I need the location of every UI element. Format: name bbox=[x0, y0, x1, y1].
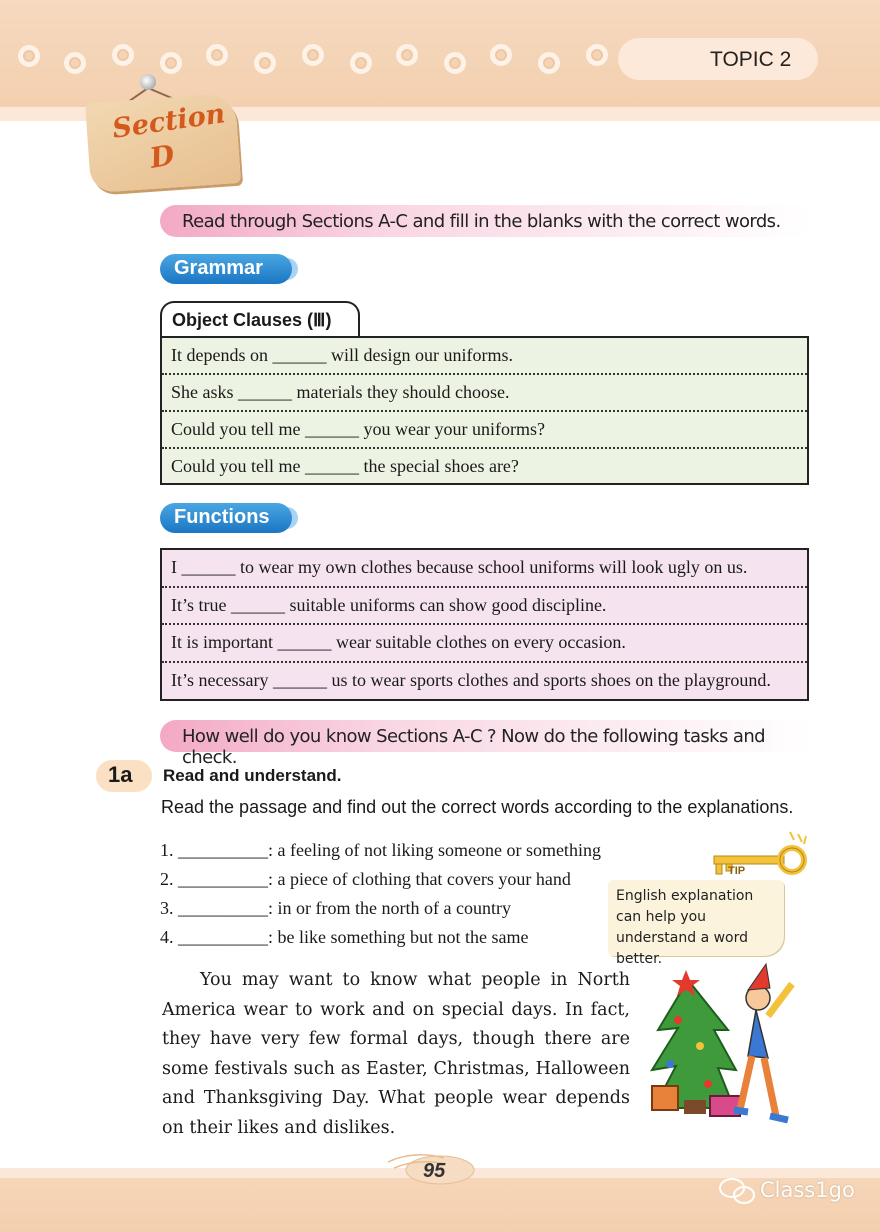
watermark: Class1go bbox=[760, 1178, 855, 1202]
task-heading: Read and understand. bbox=[163, 766, 342, 785]
grammar-heading: Grammar bbox=[160, 254, 292, 284]
christmas-illustration bbox=[648, 960, 800, 1126]
intro-bar bbox=[160, 205, 810, 237]
functions-table bbox=[160, 548, 809, 701]
task-badge: 1a bbox=[96, 760, 152, 792]
check-text: How well do you know Sections A-C ? Now do the following tasks and check. bbox=[182, 726, 765, 768]
pin-icon bbox=[140, 74, 156, 90]
grammar-table-title: Object Clauses (Ⅲ) bbox=[172, 310, 332, 330]
key-icon bbox=[708, 828, 808, 884]
section-letter: D bbox=[147, 138, 177, 175]
functions-heading: Functions bbox=[160, 503, 292, 533]
grammar-row: Could you tell me ______ you wear your uniforms? bbox=[162, 412, 807, 449]
section-word: Section bbox=[110, 98, 228, 145]
task-instruction: Read the passage and find out the correct words according to the explanations. bbox=[161, 797, 794, 817]
functions-row: It is important ______ wear suitable clothes on every occasion. bbox=[162, 625, 807, 663]
key-label: TIP bbox=[728, 865, 746, 877]
functions-row: I ______ to wear my own clothes because school uniforms will look ugly on us. bbox=[162, 550, 807, 588]
question-4: 4. __________: be like something but not the same bbox=[160, 927, 529, 947]
passage: You may want to know what people in North America wear to work and on special days. In fact, they have very few formal days, though there are some festivals such as Easter, Christmas, Halloween and Thanksgiving Day. What people wear depends on their likes and dislikes. bbox=[162, 970, 630, 1138]
grammar-row: Could you tell me ______ the special shoes are? bbox=[171, 456, 519, 476]
grammar-table bbox=[160, 336, 809, 485]
functions-row: It’s necessary ______ us to wear sports clothes and sports shoes on the playground. bbox=[171, 669, 771, 690]
intro-text: Read through Sections A-C and fill in the blanks with the correct words. bbox=[182, 211, 781, 232]
tip-note bbox=[608, 880, 784, 967]
functions-row: It’s true ______ suitable uniforms can show good discipline. bbox=[162, 588, 807, 626]
grammar-table-tab bbox=[160, 301, 360, 337]
question-3: 3. __________: in or from the north of a country bbox=[160, 898, 511, 918]
question-1: 1. __________: a feeling of not liking someone or something bbox=[160, 840, 601, 860]
grammar-row: It depends on ______ will design our uniforms. bbox=[162, 338, 807, 375]
chat-icon bbox=[718, 1176, 758, 1206]
question-2: 2. __________: a piece of clothing that covers your hand bbox=[160, 869, 571, 889]
check-bar bbox=[160, 720, 810, 768]
topic-label: TOPIC 2 bbox=[710, 48, 792, 71]
grammar-row: She asks ______ materials they should choose. bbox=[162, 375, 807, 412]
page-number: 95 bbox=[423, 1160, 446, 1182]
tip-text: English explanation can help you understand a word better. bbox=[616, 888, 754, 967]
